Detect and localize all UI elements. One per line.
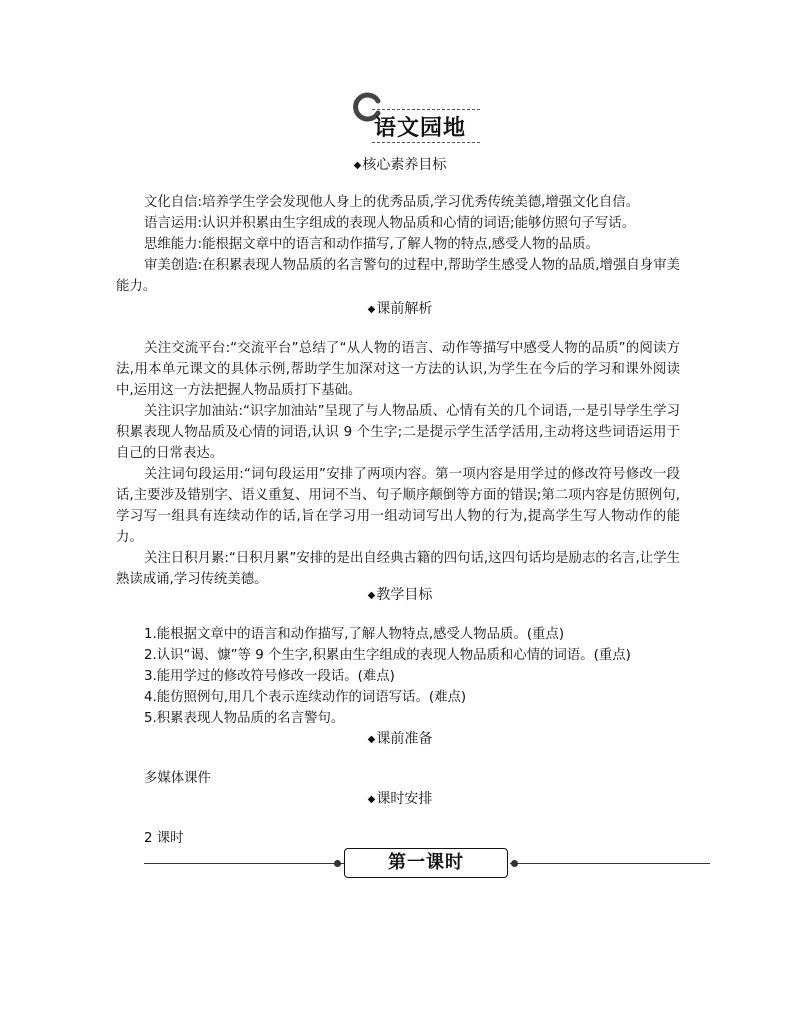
title-block [352, 92, 484, 150]
section-heading-label: 课前解析 [376, 301, 433, 317]
teaching-item: 1.能根据文章中的语言和动作描写,了解人物特点,感受人物品质。(重点) [144, 627, 565, 642]
section-heading-label: 课前准备 [376, 731, 433, 747]
analysis-paragraph: 关注识字加油站:“识字加油站”呈现了与人物品质、心情有关的几个词语,一是引导学生学习积累表现人物品质及心情的词语,认识 9 个生字;二是提示学生活学活用,主动将这些词语运用于自己的日常表达。 [116, 404, 680, 461]
goals-block [116, 192, 680, 297]
teaching-item: 4.能仿照例句,用几个表示连续动作的词语写话。(难点) [144, 690, 467, 705]
analysis-paragraph: 关注日积月累:“日积月累”安排的是出自经典古籍的四句话,这四句话均是励志的名言,让学生熟读成诵,学习传统美德。 [116, 551, 680, 587]
banner-dot-left-icon [334, 860, 341, 867]
page-title: 语文园地 [374, 116, 467, 141]
prep-block [144, 768, 684, 789]
banner-rule-left [144, 863, 344, 864]
analysis-paragraph: 关注词句段运用:“词句段运用”安排了两项内容。第一项内容是用学过的修改符号修改一段话,主要涉及错别字、语义重复、用词不当、句子顺序颠倒等方面的错误;第二项内容是仿照例句,学习写一组具有连续动作的话,旨在学习用一组动词写出人物的行为,提高学生写人物动作的能力。 [116, 467, 680, 545]
section-heading-schedule [0, 790, 800, 809]
section-heading-goals [0, 156, 800, 175]
diamond-icon: ◆ [367, 794, 376, 805]
teaching-list [144, 624, 684, 729]
section-heading-teaching [0, 586, 800, 605]
section-heading-prep [0, 730, 800, 749]
title-dashed-line-top [372, 109, 480, 110]
teaching-item: 5.积累表现人物品质的名言警句。 [144, 711, 345, 726]
section-heading-label: 核心素养目标 [362, 157, 447, 173]
analysis-block [116, 338, 680, 590]
goal-paragraph: 语言运用:认识并积累由生字组成的表现人物品质和心情的词语;能够仿照句子写话。 [144, 216, 636, 231]
prep-text: 多媒体课件 [144, 771, 211, 786]
schedule-text: 2 课时 [144, 831, 184, 846]
section-heading-label: 教学目标 [376, 587, 433, 603]
goal-paragraph: 文化自信:培养学生学会发现他人身上的优秀品质,学习优秀传统美德,增强文化自信。 [144, 195, 640, 210]
teaching-item: 2.认识“谒、慷”等 9 个生字,积累由生字组成的表现人物品质和心情的词语。(重点) [144, 648, 631, 663]
goal-paragraph: 思维能力:能根据文章中的语言和动作描写,了解人物的特点,感受人物的品质。 [144, 237, 599, 252]
diamond-icon: ◆ [367, 734, 376, 745]
schedule-block [144, 828, 684, 849]
goal-paragraph: 审美创造:在积累表现人物品质的名言警句的过程中,帮助学生感受人物的品质,增强自身审美能力。 [116, 258, 680, 294]
title-dashed-line-bottom [372, 142, 480, 143]
banner-rule-right [510, 863, 710, 864]
section-heading-label: 课时安排 [376, 791, 433, 807]
section-heading-analysis [0, 300, 800, 319]
diamond-icon: ◆ [353, 160, 362, 171]
analysis-paragraph: 关注交流平台:“交流平台”总结了“从人物的语言、动作等描写中感受人物的品质”的阅读方法,用本单元课文的具体示例,帮助学生加深对这一方法的认识,为学生在今后的学习和课外阅读中,运用这一方法把握人物品质打下基础。 [116, 341, 680, 398]
diamond-icon: ◆ [367, 304, 376, 315]
teaching-item: 3.能用学过的修改符号修改一段话。(难点) [144, 669, 395, 684]
lesson-banner: 第一课时 [344, 848, 508, 878]
diamond-icon: ◆ [367, 590, 376, 601]
